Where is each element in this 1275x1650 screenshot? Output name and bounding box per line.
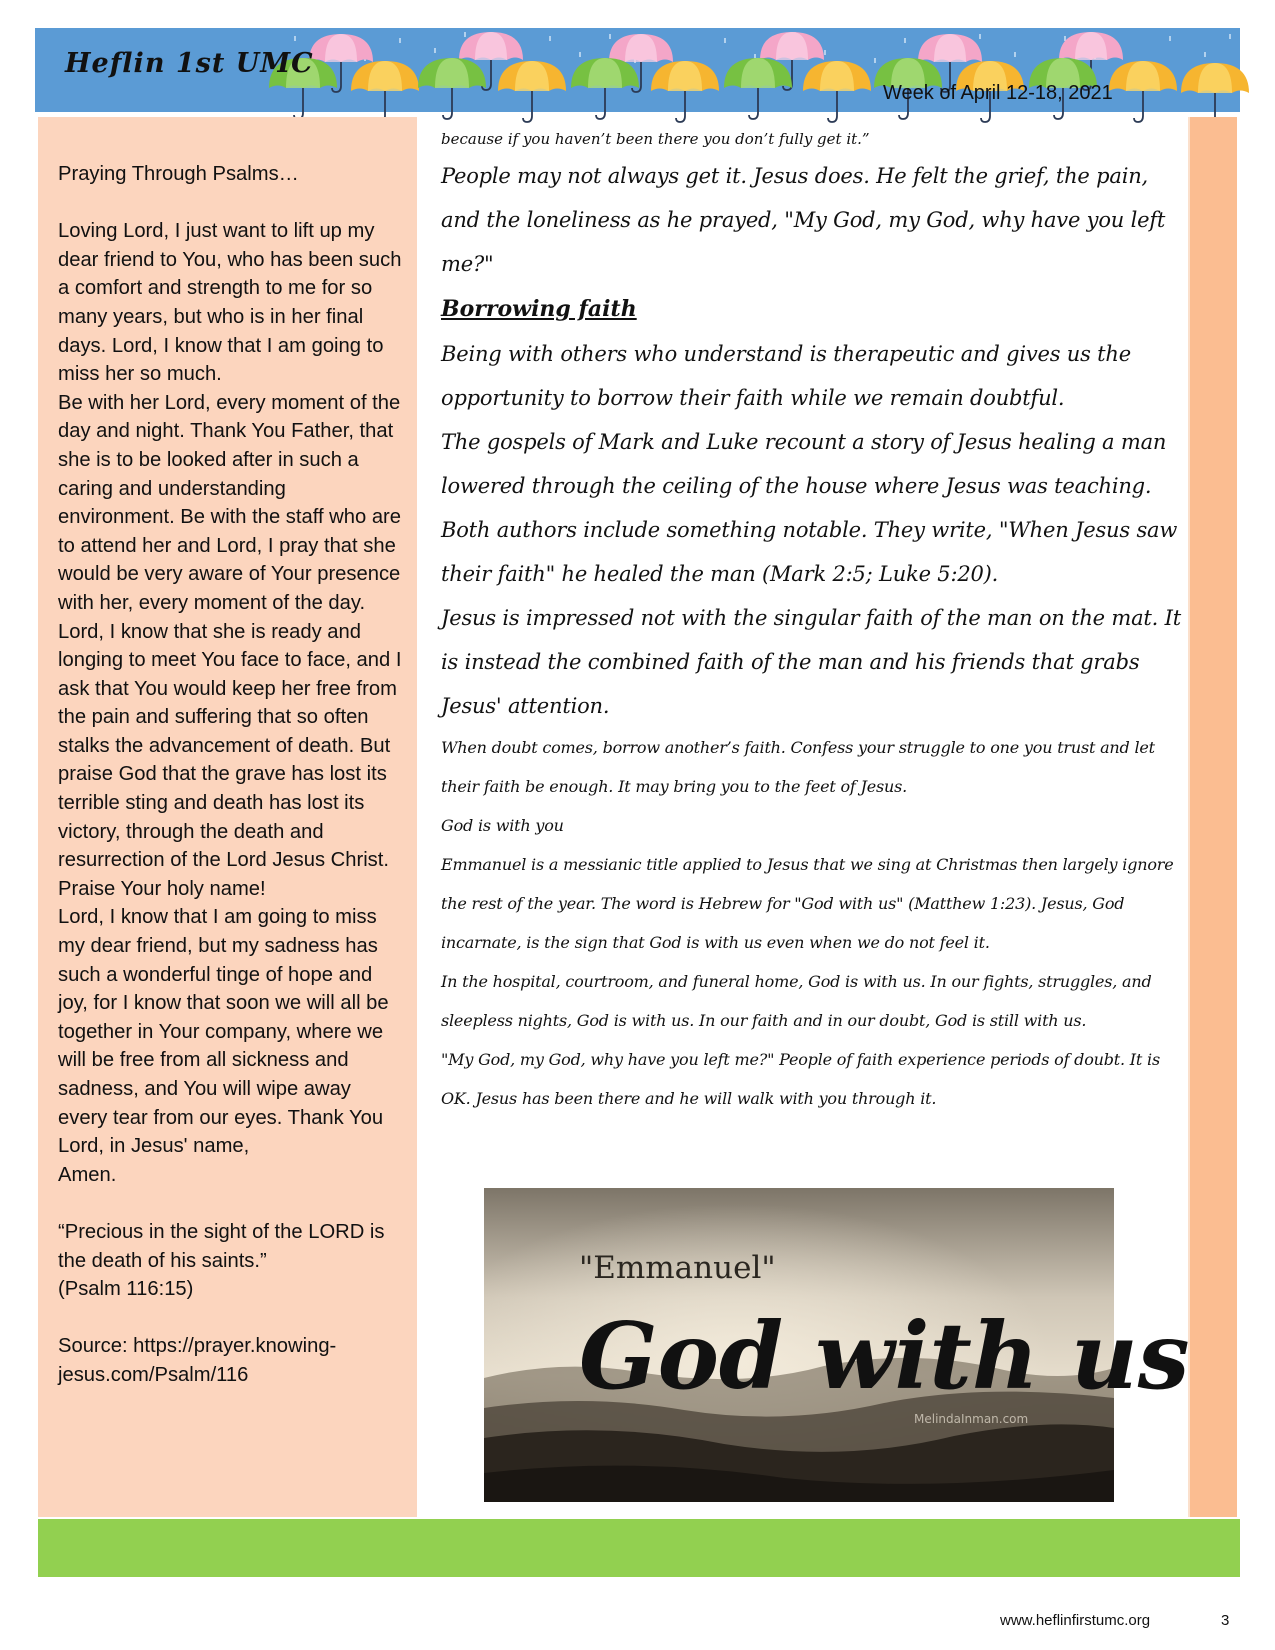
image-watermark: MelindaInman.com	[914, 1412, 1029, 1426]
article-paragraph: Being with others who understand is therapeutic and gives us the opportunity to borrow their faith while we remain doubtful.	[441, 342, 1131, 410]
website-link[interactable]: www.heflinfirstumc.org	[1000, 1612, 1151, 1629]
article-paragraph: People may not always get it. Jesus does. He felt the grief, the pain, and the loneliness as he prayed, "My God, my God, why have you left me?"	[441, 164, 1166, 276]
prayer-paragraph: Be with her Lord, every moment of the day and night. Thank You Father, that she is to be looked after in such a caring and understanding environment. Be with the staff who are to attend her and Lord, I pray that she would be very aware of Your presence with her, every moment of the day.	[58, 391, 401, 614]
article-paragraph: Emmanuel is a messianic title applied to Jesus that we sing at Christmas then largely ignore the rest of the year. The word is Hebrew for "God with us" (Matthew 1:23). Jesus, God incarnate, is the sign that God is with us even when we do not feel it.	[441, 855, 1174, 952]
verse-quote: “Precious in the sight of the LORD is the death of his saints.”	[58, 1220, 385, 1272]
prayer-paragraph: Lord, I know that I am going to miss my dear friend, but my sadness has such a wonderful tinge of hope and joy, for I know that soon we will all be together in Your company, where we will be free from all sickness and sadness, and You will wipe away every tear from our eyes. Thank You Lord, in Jesus' name,	[58, 906, 389, 1158]
article-body	[441, 124, 1186, 1118]
prayer-title: Praying Through Psalms…	[58, 163, 299, 185]
verse-reference: (Psalm 116:15)	[58, 1278, 194, 1301]
article-paragraph: When doubt comes, borrow another’s faith. Confess your struggle to one you trust and let their faith be enough. It may bring you to the feet of Jesus.	[441, 738, 1155, 796]
source-link[interactable]: Source: https://prayer.knowing-jesus.com/Psalm/116	[58, 1335, 337, 1386]
image-subtitle: "Emmanuel"	[579, 1250, 776, 1286]
church-name: Heflin 1st UMC	[65, 48, 314, 79]
right-accent-stripe	[1190, 117, 1237, 1517]
prayer-text	[58, 160, 403, 1390]
emmanuel-image	[484, 1188, 1190, 1502]
section-heading: Borrowing faith	[441, 296, 637, 322]
footer-bar	[38, 1519, 1240, 1577]
week-label: Week of April 12-18, 2021	[883, 82, 1113, 104]
image-title: God with us	[579, 1302, 1190, 1410]
prayer-paragraph: Loving Lord, I just want to lift up my dear friend to You, who has been such a comfort and strength to me for so many years, but who is in her final days. Lord, I know that I am going to miss her so much.	[58, 220, 402, 386]
article-paragraph: The gospels of Mark and Luke recount a story of Jesus healing a man lowered through the ceiling of the house where Jesus was teaching. Both authors include something notable. They write, "When Jesus saw their faith" he healed the man (Mark 2:5; Luke 5:20).	[441, 430, 1178, 586]
prayer-paragraph: Amen.	[58, 1163, 117, 1186]
article-paragraph: In the hospital, courtroom, and funeral home, God is with us. In our fights, struggles, and sleepless nights, God is with us. In our faith and in our doubt, God is still with us.	[441, 972, 1152, 1030]
article-subheading: God is with you	[441, 816, 564, 835]
article-paragraph: because if you haven’t been there you don’t fully get it.”	[441, 130, 870, 148]
prayer-paragraph: Lord, I know that she is ready and longing to meet You face to face, and I ask that You would keep her free from the pain and suffering that so often stalks the advancement of death. But praise God that the grave has lost its terrible sting and death has lost its victory, through the death and resurrection of the Lord Jesus Christ. Praise Your holy name!	[58, 620, 402, 900]
article-paragraph: "My God, my God, why have you left me?" People of faith experience periods of doubt. It is OK. Jesus has been there and he will walk with you through it.	[441, 1050, 1160, 1108]
article-paragraph: Jesus is impressed not with the singular faith of the man on the mat. It is instead the combined faith of the man and his friends that grabs Jesus' attention.	[441, 606, 1181, 718]
page-number: 3	[1221, 1612, 1230, 1629]
masthead	[35, 28, 1240, 112]
